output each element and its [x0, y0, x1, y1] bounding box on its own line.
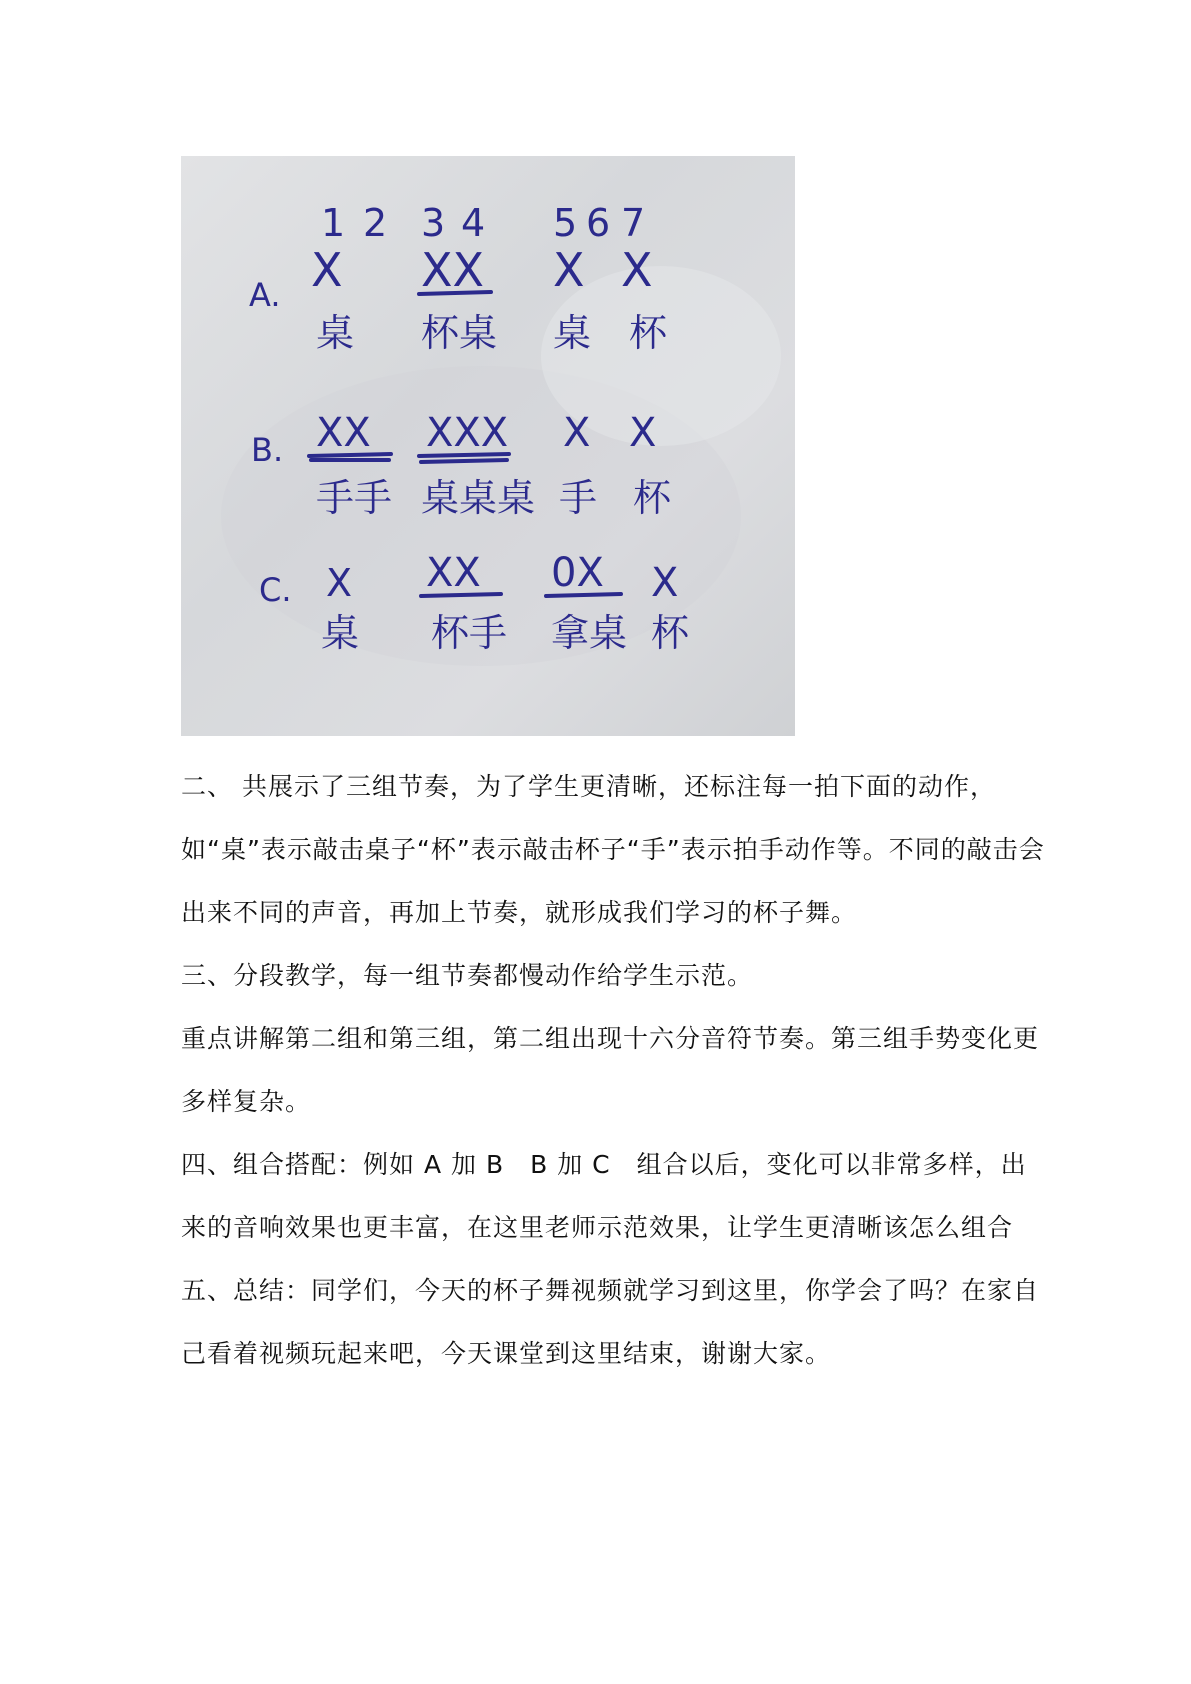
action-label: 杯 — [629, 311, 668, 355]
beat-numbers — [321, 201, 645, 245]
action-label: 杯 — [651, 611, 690, 655]
paragraph-step-two: 二、 共展示了三组节奏，为了学生更清晰，还标注每一拍下面的动作，如“桌”表示敲击桌子“杯”表示敲击杯子“手”表示拍手动作等。不同的敲击会出来不同的声音，再加上节奏，就形成我们学习的杯子舞。 — [181, 772, 1045, 927]
action-label: 杯桌 — [421, 311, 498, 355]
rhythm-note: X — [621, 243, 653, 297]
rhythm-note: X — [651, 560, 679, 606]
beat-number: 6 — [586, 201, 611, 245]
action-label: 杯手 — [431, 611, 508, 655]
action-label: 杯 — [633, 476, 672, 520]
action-label: 手手 — [316, 476, 393, 520]
document-body — [181, 755, 1051, 1385]
beam-line — [419, 292, 491, 294]
beat-number: 1 — [321, 201, 346, 245]
row-label: C. — [259, 571, 292, 609]
paragraph-step-five: 五、总结：同学们，今天的杯子舞视频就学习到这里，你学会了吗？在家自己看着视频玩起来吧，今天课堂到这里结束，谢谢大家。 — [181, 1276, 1040, 1368]
action-label: 拿桌 — [551, 611, 628, 655]
action-label: 桌桌桌 — [421, 476, 536, 520]
paragraph-key-points: 重点讲解第二组和第三组，第二组出现十六分音符节奏。第三组手势变化更多样复杂。 — [181, 1024, 1040, 1116]
rhythm-note: X — [326, 561, 353, 605]
rhythm-note: X — [311, 243, 343, 297]
beat-number: 7 — [621, 201, 646, 245]
beat-number: 5 — [553, 201, 578, 245]
beam-line — [546, 594, 621, 596]
beat-number: 3 — [421, 201, 446, 245]
rhythm-note: XX — [426, 550, 481, 596]
rhythm-note: X — [629, 410, 657, 456]
rhythm-note: X — [563, 410, 591, 456]
rhythm-note: X — [553, 243, 585, 297]
action-label: 桌 — [321, 611, 360, 655]
action-label: 桌 — [316, 311, 355, 355]
beam-line — [421, 460, 507, 462]
action-label: 手 — [559, 476, 598, 520]
beam-line — [419, 454, 509, 456]
beat-number: 4 — [461, 201, 486, 245]
beat-number: 2 — [363, 201, 388, 245]
paragraph-step-four: 四、组合搭配：例如 A 加 B B 加 C 组合以后，变化可以非常多样，出来的音响效果也更丰富，在这里老师示范效果，让学生更清晰该怎么组合 — [181, 1150, 1027, 1242]
whiteboard-photo — [181, 156, 795, 736]
row-label: A. — [249, 276, 281, 314]
rhythm-note: 0X — [551, 550, 604, 596]
rhythm-note: XXX — [426, 410, 509, 456]
row-label: B. — [251, 431, 284, 469]
beam-line — [309, 454, 391, 456]
action-label: 桌 — [553, 311, 592, 355]
handwritten-rhythm-notation — [181, 156, 795, 736]
rhythm-note: XX — [316, 410, 371, 456]
beam-line — [421, 594, 501, 596]
paragraph-step-three: 三、分段教学，每一组节奏都慢动作给学生示范。 — [181, 961, 754, 990]
rhythm-note: XX — [421, 243, 485, 297]
